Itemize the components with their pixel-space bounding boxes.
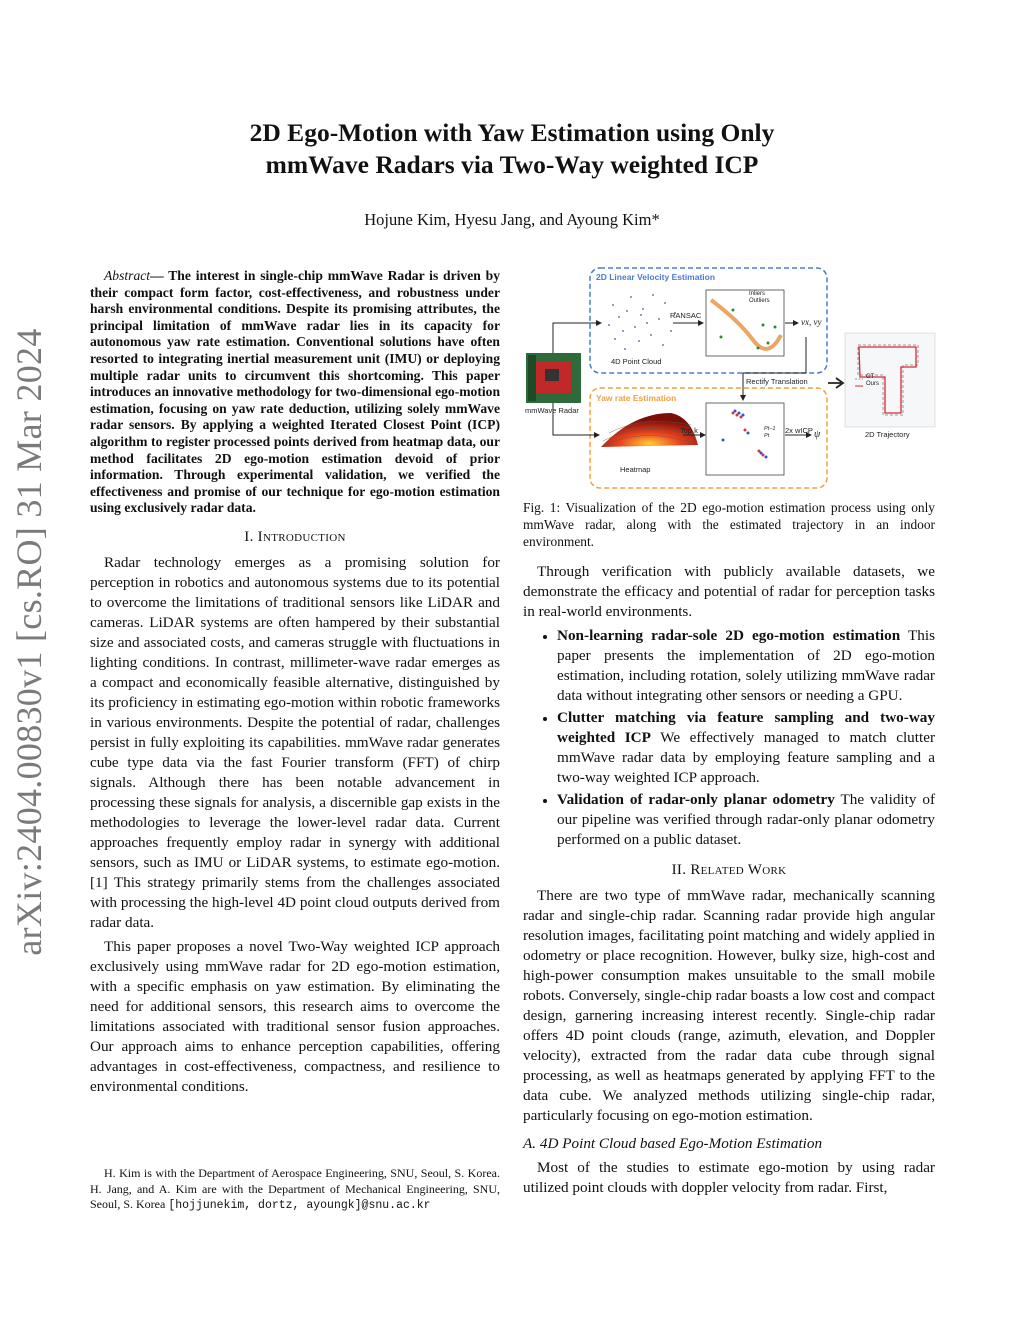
arxiv-identifier: arXiv:2404.00830v1 [cs.RO] 31 Mar 2024 [9,328,49,956]
arrow-to-trajectory [828,378,843,388]
radar-label: mmWave Radar [525,406,579,415]
outliers-label: Outliers [749,298,770,304]
authors: Hojune Kim, Hyesu Jang, and Ayoung Kim* [364,210,660,229]
right-column [523,562,935,1198]
point-cloud-plot [608,294,676,350]
paper-title [0,117,1024,181]
velocity-box-title: 2D Linear Velocity Estimation [596,272,716,282]
psi-label: ψ [814,429,821,440]
related-paragraph-1: There are two type of mmWave radar, mechanically scanning radar and single-chip radar. Scanning radar provide high angular resolution images, facilitating point matching and widely applied in odometry or place recognition. However, bulky size, high-cost and high-power consumption makes unsuitable to the small mobile robots. Conversely, single-chip radar boasts a low cost and compact design, garnering increasing interest recently. Single-chip radar offers 4D point clouds (range, azimuth, elevation, and Doppler velocity), extracted from the radar data cube through signal processing, as well as heatmaps generated by applying FFT to the data cube. We analyzed methods utilizing single-chip radar, particularly focusing on ego-motion estimation. [523,887,935,1124]
ransac-plot [706,290,784,356]
velocity-output-label: vx, vy [801,317,822,327]
heatmap-label: Heatmap [620,465,651,474]
footnote [90,1166,500,1214]
rectify-label: Rectify Translation [746,377,808,386]
abstract-label: Abstract [104,268,151,283]
point-cloud-label: 4D Point Cloud [611,357,662,366]
inliers-label: Inliers [749,291,766,297]
ours-label: Ours [866,381,880,387]
section-heading-related-work: II. Related Work [671,862,787,878]
contribution-intro: Through verification with publicly available datasets, we demonstrate the efficacy and potential of radar for perception tasks in real-world environments. [523,563,935,620]
abstract-dash: — [150,268,169,283]
left-column [90,268,500,1097]
title-line-2: mmWave Radars via Two-Way weighted ICP [265,150,759,179]
figure-1 [523,265,938,493]
section-heading-introduction: I. Introduction [244,528,346,545]
arrow-radar-to-pointcloud [553,323,601,353]
abstract-text: The interest in single-chip mmWave Radar is driven by their compact form factor, cost-effectiveness, and robustness under harsh environmental conditions. Despite its promising attributes, the principal limitation of mmWave radar lies in its capacity for autonomous yaw rate estimation. Conventional solutions have often resorted to integrating inertial measurement unit (IMU) or deploying multiple radar units to circumvent this shortcoming. This paper introduces an innovative methodology for two-dimensional ego-motion estimation, focusing on yaw rate deduction, utilizing solely mmWave radar sensors. By applying a weighted Iterated Closest Point (ICP) algorithm to register processed points derived from heatmap data, our method facilitates 2D ego-motion estimation devoid of prior information. Through experimental validation, we verified the effectiveness and promise of our technique for ego-motion estimation using exclusively radar data. [90,268,500,516]
figure-caption: Fig. 1: Visualization of the 2D ego-motion estimation process using only mmWave radar, along with the estimated trajectory in an indoor environment. [523,500,935,549]
related-paragraph-2: Most of the studies to estimate ego-motion by using radar utilized point clouds with doppler velocity from radar. First, [523,1159,935,1196]
list-item: • Non-learning radar-sole 2D ego-motion estimation This paper presents the implementation of 2D ego-motion estimation, including rotation, solely utilizing mmWave radar data without integrating other sensors or needing a GPU. [557,626,935,706]
yaw-box-title: Yaw rate Estimation [596,393,677,403]
ransac-label: RANSAC [670,311,702,320]
intro-paragraph-1: Radar technology emerges as a promising solution for perception in robotics and autonomous systems due to its potential to overcome the limitations of traditional sensors like LiDAR and cameras. LiDAR systems are often hampered by their substantial size and associated costs, and cameras struggle with fluctuations in lighting conditions. In contrast, millimeter-wave radar emerges as a compact and economically feasible alternative, distinguished by its proficiency in estimating ego-motion within robotic frameworks in various environments. Despite the potential of radar, challenges persist in fully exploiting its capabilities. mmWave radar generates cube type data via the fast Fourier transform (FFT) of chirp signals. Although there has been notable advancement in processing these signals for analysis, a discernible gap exists in the methodologies to leverage the lower-level radar data. Current approaches frequently employ radar in synergy with additional sensors, such as IMU or LiDAR systems, to estimate ego-motion.[1] This strategy primarily stems from the challenges associated with processing the high-level 4D point cloud outputs derived from radar data. [90,553,500,931]
wicp-label: 2x wICP [785,426,813,435]
figure-diagram [523,265,938,493]
subsection-heading-a: A. 4D Point Cloud based Ego-Motion Estimation [523,1135,823,1152]
footnote-text: H. Kim is with the Department of Aerospace Engineering, SNU, Seoul, S. Korea. H. Jang, and A. Kim are with the Department of Mechanical Engineering, SNU, Seoul, S. Korea [90,1166,500,1211]
trajectory-label: 2D Trajectory [865,430,910,439]
trajectory-plot [845,333,935,427]
topk-label: Top k [680,426,698,435]
list-item: • Validation of radar-only planar odometry The validity of our pipeline was verified through radar-only planar odometry performed on a public dataset. [557,790,935,850]
list-item: • Clutter matching via feature sampling and two-way weighted ICP We effectively managed to match clutter mmWave radar data by employing feature sampling and a two-way weighted ICP approach. [557,708,935,788]
gt-label: GT [866,374,875,380]
intro-paragraph-2: This paper proposes a novel Two-Way weighted ICP approach exclusively using mmWave radar for 2D ego-motion estimation, with a specific emphasis on yaw estimation. By eliminating the need for additional sensors, this research aims to overcome the limitations associated with traditional sensor fusion approaches. Our approach aims to enhance perception capabilities, offering advantages in cost-effectiveness, compactness, and resilience to environmental conditions. [90,937,500,1095]
footnote-emails: [hojjunekim, dortz, ayoungk]@snu.ac.kr [168,1199,431,1212]
p-curr-label: Pt [764,433,770,439]
title-line-1: 2D Ego-Motion with Yaw Estimation using Only [249,118,775,147]
abstract [90,268,500,517]
radar-board-image [526,353,581,403]
contributions-list [523,626,935,850]
p-prev-label: Pt−1 [764,426,776,432]
icp-plot [706,403,784,475]
